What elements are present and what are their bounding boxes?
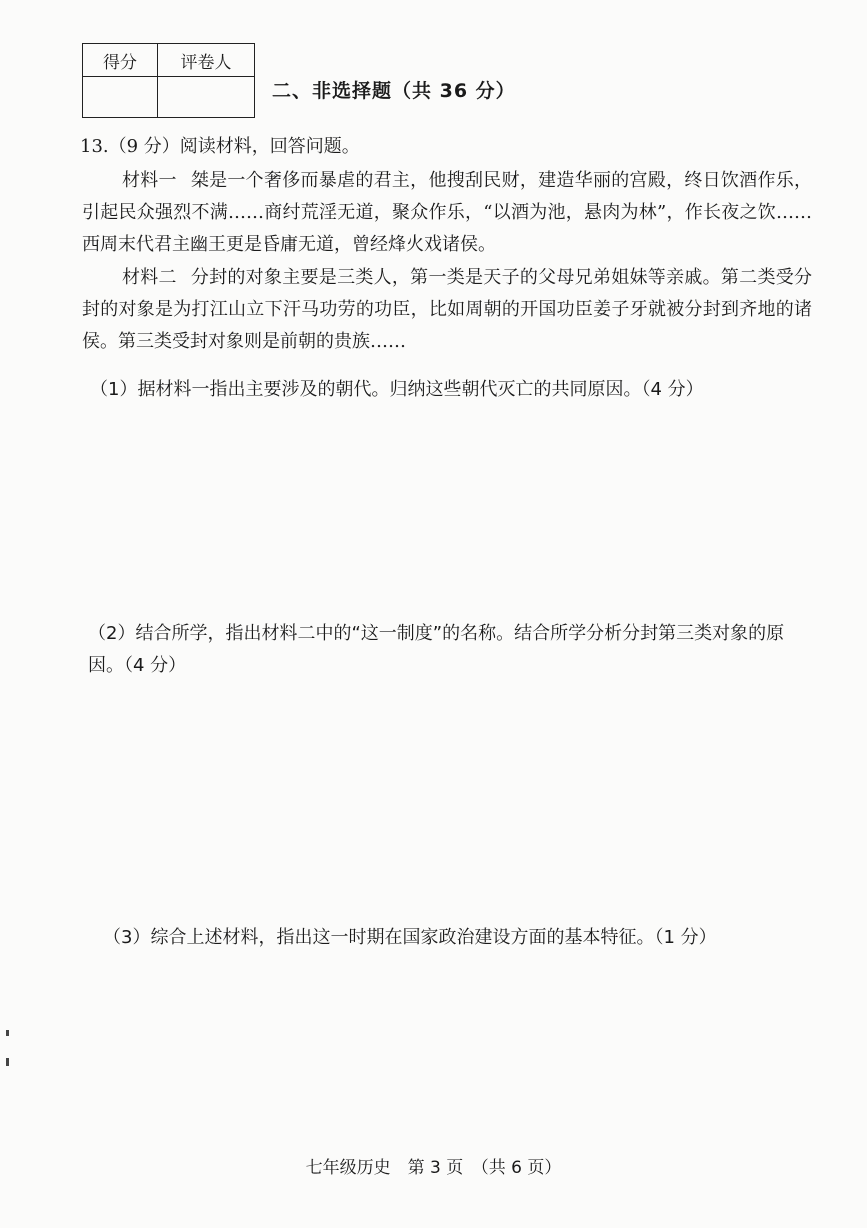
sub-question-2: （2）结合所学，指出材料二中的“这一制度”的名称。结合所学分析分封第三类对象的原因。（4 分） — [88, 623, 785, 676]
material-one-tag: 材料一 — [122, 170, 177, 191]
binding-mark-1 — [6, 1030, 9, 1036]
binding-mark-2 — [6, 1058, 9, 1066]
material-one — [82, 165, 812, 261]
section-title: 二、非选择题（共 36 分） — [272, 80, 516, 102]
question-header: 13.（9 分）阅读材料，回答问题。 — [80, 136, 360, 157]
page-footer: 七年级历史 第 3 页 （共 6 页） — [305, 1158, 562, 1178]
material-two — [82, 262, 812, 358]
grader-label: 评卷人 — [158, 44, 255, 77]
material-one-text: 桀是一个奢侈而暴虐的君主，他搜刮民财，建造华丽的宫殿，终日饮酒作乐，引起民众强烈不满……商纣荒淫无道，聚众作乐，“以酒为池，悬肉为林”，作长夜之饮……西周末代君主幽王更是昏庸无道，曾经烽火戏诸侯。 — [82, 170, 813, 255]
score-label: 得分 — [83, 44, 158, 77]
sub-question-3: （3）综合上述材料，指出这一时期在国家政治建设方面的基本特征。（1 分） — [103, 927, 717, 948]
material-two-tag: 材料二 — [122, 267, 177, 288]
sub-question-1: （1）据材料一指出主要涉及的朝代。归纳这些朝代灭亡的共同原因。（4 分） — [90, 379, 704, 400]
grader-field[interactable] — [158, 77, 255, 118]
score-field[interactable] — [83, 77, 158, 118]
material-two-text: 分封的对象主要是三类人，第一类是天子的父母兄弟姐妹等亲戚。第二类受分封的对象是为打江山立下汗马功劳的功臣，比如周朝的开国功臣姜子牙就被分封到齐地的诸侯。第三类受封对象则是前朝的贵族…… — [82, 267, 813, 352]
score-table — [82, 43, 255, 118]
